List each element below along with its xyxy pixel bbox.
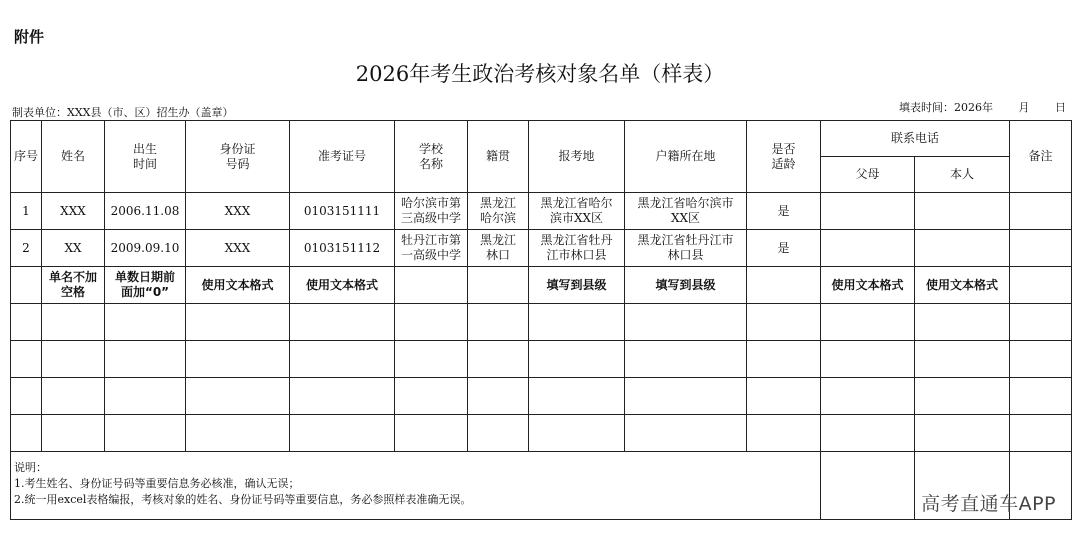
header-age-ok: 是否 适龄 <box>747 121 821 193</box>
empty-row <box>11 415 1072 452</box>
header-id: 身份证 号码 <box>186 121 290 193</box>
cell-age-ok: 是 <box>747 193 821 230</box>
cell-name: XXX <box>42 193 105 230</box>
table-row <box>11 230 1072 267</box>
cell-exam-place: 黑龙江省哈尔 滨市XX区 <box>529 193 625 230</box>
cell-remark <box>1010 193 1072 230</box>
hint-age-ok <box>747 267 821 304</box>
cell-id: XXX <box>186 193 290 230</box>
notes-title: 说明： <box>14 461 47 474</box>
header-birth: 出生 时间 <box>105 121 186 193</box>
hint-seq <box>11 267 42 304</box>
header-seq: 序号 <box>11 121 42 193</box>
header-phone: 联系电话 <box>821 121 1010 157</box>
notes-cell <box>11 452 821 520</box>
unit-label: 制表单位：XXX县（市、区）招生办（盖章） <box>12 106 234 119</box>
header-row <box>11 121 1072 157</box>
header-phone-self: 本人 <box>915 157 1010 193</box>
header-name: 姓名 <box>42 121 105 193</box>
empty-row <box>11 341 1072 378</box>
header-native: 籍贯 <box>468 121 529 193</box>
cell-exam-no: 0103151111 <box>290 193 395 230</box>
cell-remark <box>1010 230 1072 267</box>
table-row <box>11 193 1072 230</box>
header-exam-place: 报考地 <box>529 121 625 193</box>
cell-name: XX <box>42 230 105 267</box>
notes-row <box>11 452 1072 520</box>
fill-time-label: 填表时间：2026年 <box>899 101 993 114</box>
page-title: 2026年考生政治考核对象名单（样表） <box>355 62 725 86</box>
cell-phone-self <box>915 230 1010 267</box>
hint-native <box>468 267 529 304</box>
cell-phone-parents <box>821 230 915 267</box>
cell-exam-place: 黑龙江省牡丹 江市林口县 <box>529 230 625 267</box>
header-phone-parents: 父母 <box>821 157 915 193</box>
hint-residence: 填写到县级 <box>625 267 747 304</box>
attachment-label: 附件 <box>14 28 45 46</box>
cell-exam-no: 0103151112 <box>290 230 395 267</box>
header-residence: 户籍所在地 <box>625 121 747 193</box>
cell-residence: 黑龙江省牡丹江市 林口县 <box>625 230 747 267</box>
cell-phone-parents <box>821 193 915 230</box>
hint-school <box>395 267 468 304</box>
hint-name: 单名不加 空格 <box>42 267 105 304</box>
cell-seq: 1 <box>11 193 42 230</box>
roster-table <box>10 120 1072 520</box>
cell-native: 黑龙江 哈尔滨 <box>468 193 529 230</box>
cell-phone-self <box>915 193 1010 230</box>
cell-seq: 2 <box>11 230 42 267</box>
notes-line-2: 2.统一用excel表格编报，考核对象的姓名、身份证号码等重要信息，务必参照样表准确无误。 <box>14 493 472 506</box>
cell-birth: 2009.09.10 <box>105 230 186 267</box>
empty-row <box>11 378 1072 415</box>
empty-row <box>11 304 1072 341</box>
cell-school: 哈尔滨市第 三高级中学 <box>395 193 468 230</box>
hint-birth: 单数日期前 面加“0” <box>105 267 186 304</box>
hint-row <box>11 267 1072 304</box>
fill-time-day: 日 <box>1055 101 1066 114</box>
hint-phone-self: 使用文本格式 <box>915 267 1010 304</box>
cell-school: 牡丹江市第 一高级中学 <box>395 230 468 267</box>
hint-remark <box>1010 267 1072 304</box>
hint-exam-no: 使用文本格式 <box>290 267 395 304</box>
cell-native: 黑龙江 林口 <box>468 230 529 267</box>
header-remark: 备注 <box>1010 121 1072 193</box>
notes-line-1: 1.考生姓名、身份证号码等重要信息务必核准，确认无误； <box>14 477 300 490</box>
hint-phone-parents: 使用文本格式 <box>821 267 915 304</box>
watermark: 高考直通车APP <box>921 493 1056 515</box>
hint-exam-place: 填写到县级 <box>529 267 625 304</box>
header-school: 学校 名称 <box>395 121 468 193</box>
hint-id: 使用文本格式 <box>186 267 290 304</box>
cell-age-ok: 是 <box>747 230 821 267</box>
fill-time-month: 月 <box>1018 101 1030 114</box>
header-exam-no: 准考证号 <box>290 121 395 193</box>
cell-birth: 2006.11.08 <box>105 193 186 230</box>
cell-residence: 黑龙江省哈尔滨市 XX区 <box>625 193 747 230</box>
cell-id: XXX <box>186 230 290 267</box>
fill-time <box>893 99 1066 115</box>
